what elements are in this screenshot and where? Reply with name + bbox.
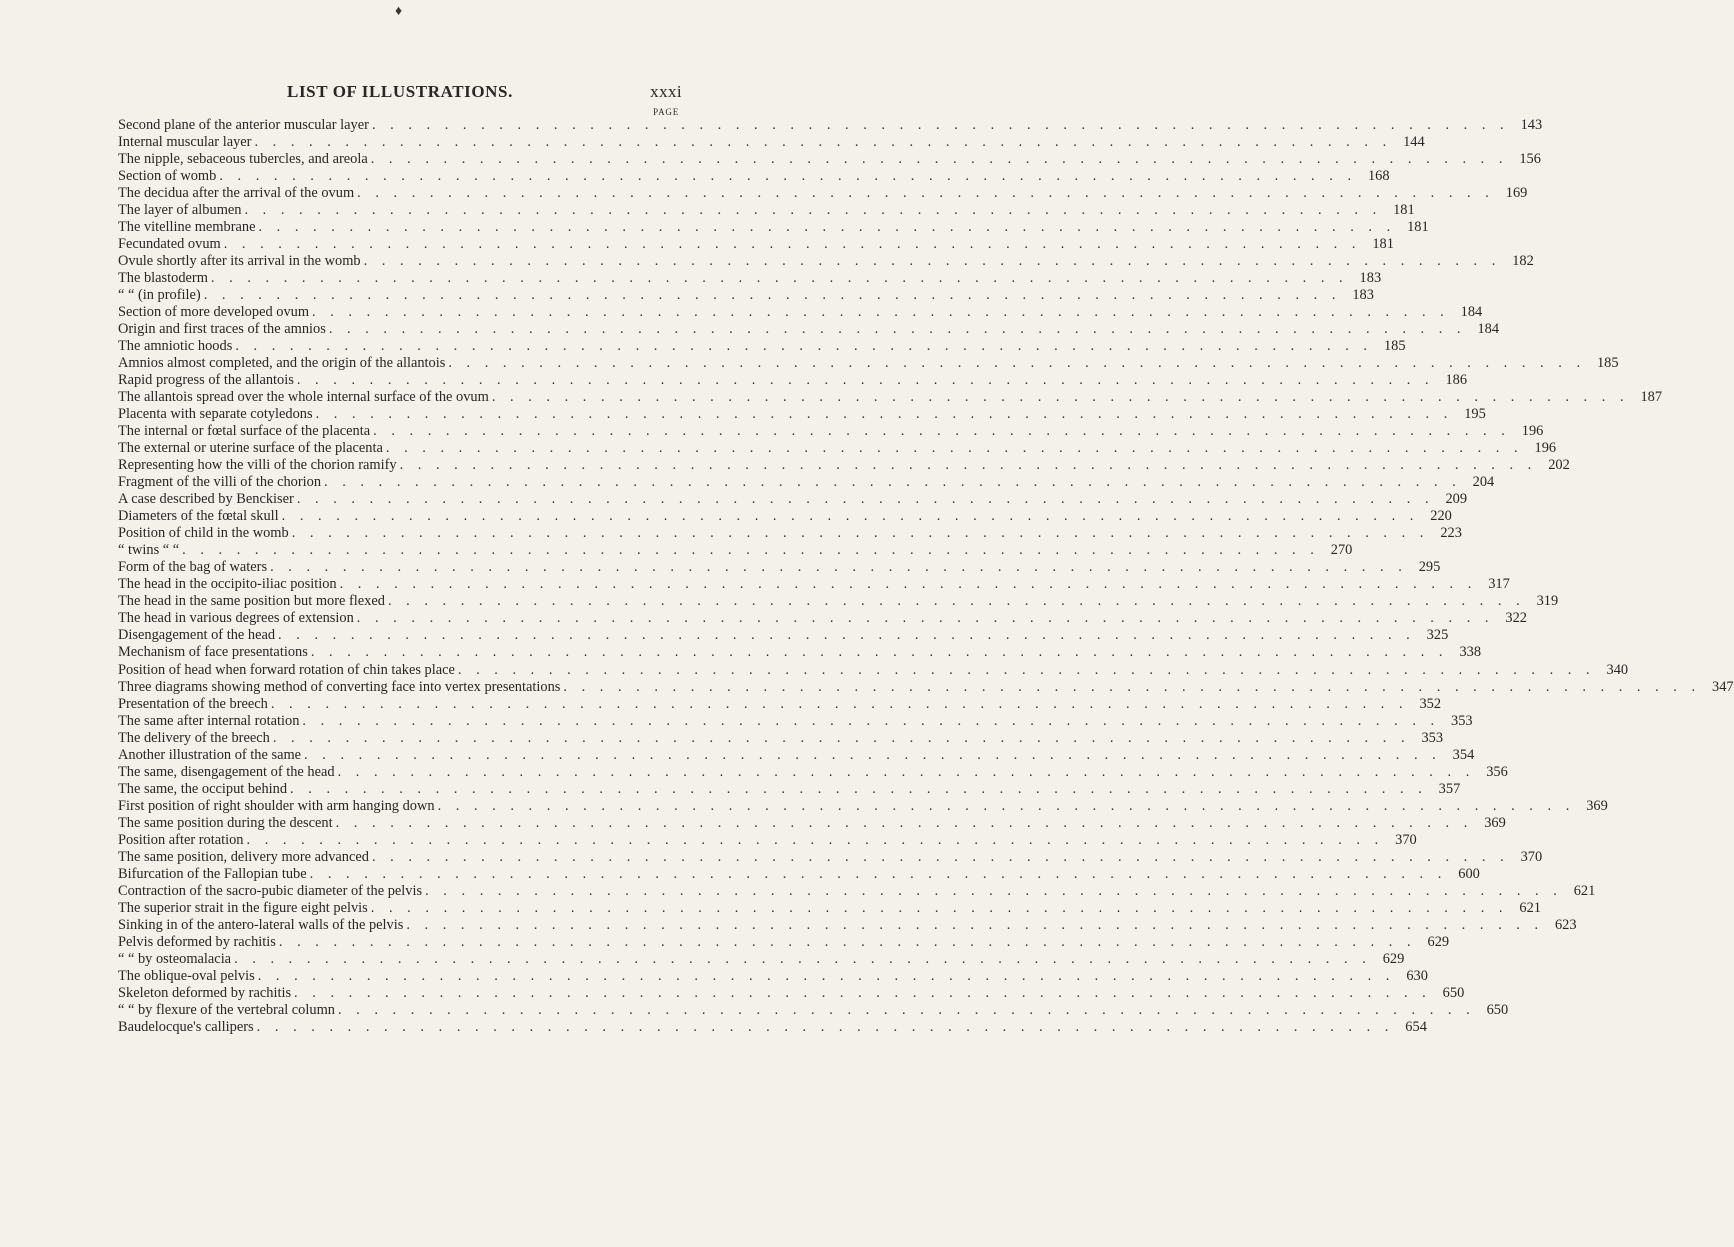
- page-column-label: PAGE: [653, 107, 679, 117]
- page-number: xxxi: [650, 82, 682, 101]
- entry-page: 650: [1486, 1001, 1509, 1018]
- entry-title: The same after internal rotation: [118, 712, 300, 729]
- dot-leader: . . . . . . . . . . . . . . . . . . . . . . . . . . . . . . . . . . . . . . . . . . . . . . . . . . . . . . . . . . . . . . .: [294, 984, 1432, 1001]
- dot-leader: . . . . . . . . . . . . . . . . . . . . . . . . . . . . . . . . . . . . . . . . . . . . . . . . . . . . . . . . . . . . . . .: [324, 474, 1462, 491]
- entry-title: Position of child in the womb: [118, 525, 289, 542]
- entry-title: The same, disengagement of the head: [118, 763, 335, 780]
- dot-leader: . . . . . . . . . . . . . . . . . . . . . . . . . . . . . . . . . . . . . . . . . . . . . . . . . . . . . . . . . . . . . . .: [425, 882, 1563, 899]
- entry-title: “ “ by flexure of the vertebral column: [118, 1001, 335, 1018]
- entry-page: 182: [1512, 253, 1534, 270]
- entry-page: 168: [1367, 168, 1390, 185]
- entry-page: 181: [1393, 202, 1415, 219]
- illustrations-list: [118, 117, 1734, 1036]
- dot-leader: . . . . . . . . . . . . . . . . . . . . . . . . . . . . . . . . . . . . . . . . . . . . . . . . . . . . . . . . . . . . . . .: [270, 695, 1409, 712]
- list-item: [118, 831, 1417, 849]
- entry-title: Second plane of the anterior muscular layer: [118, 117, 369, 133]
- entry-page: 623: [1554, 916, 1577, 933]
- dot-leader: . . . . . . . . . . . . . . . . . . . . . . . . . . . . . . . . . . . . . . . . . . . . . . . . . . . . . . . . . . . . . . .: [302, 712, 1440, 729]
- entry-page: 169: [1505, 185, 1528, 202]
- page-header: [0, 82, 800, 106]
- list-item: [118, 525, 1462, 542]
- dot-leader: . . . . . . . . . . . . . . . . . . . . . . . . . . . . . . . . . . . . . . . . . . . . . . . . . . . . . . . . . . . . . . .: [356, 610, 1494, 627]
- list-item: [118, 151, 1541, 168]
- dot-leader: . . . . . . . . . . . . . . . . . . . . . . . . . . . . . . . . . . . . . . . . . . . . . . . . . . . . . . . . . . . . . . .: [281, 508, 1419, 525]
- entry-title: First position of right shoulder with arm hanging down: [118, 797, 435, 814]
- entry-page: 270: [1330, 542, 1353, 559]
- entry-title: A case described by Benckiser: [118, 491, 294, 508]
- entry-title: The head in the occipito-iliac position: [118, 576, 337, 593]
- dot-leader: . . . . . . . . . . . . . . . . . . . . . . . . . . . . . . . . . . . . . . . . . . . . . . . . . . . . . . . . . . . . . . .: [258, 219, 1396, 236]
- entry-title: Section of womb: [118, 168, 217, 185]
- dot-leader: . . . . . . . . . . . . . . . . . . . . . . . . . . . . . . . . . . . . . . . . . . . . . . . . . . . . . . . . . . . . . . .: [337, 1001, 1476, 1018]
- list-item: [118, 253, 1534, 270]
- entry-page: 184: [1460, 304, 1483, 321]
- entry-page: 338: [1459, 644, 1482, 661]
- dot-leader: . . . . . . . . . . . . . . . . . . . . . . . . . . . . . . . . . . . . . . . . . . . . . . . . . . . . . . . . . . . . . . .: [270, 559, 1408, 576]
- entry-title: Disengagement of the head: [118, 627, 276, 644]
- list-item: [118, 933, 1450, 951]
- list-item: [118, 355, 1619, 372]
- entry-page: 630: [1406, 967, 1428, 984]
- entry-page: 317: [1488, 576, 1510, 593]
- entry-page: 357: [1438, 780, 1461, 797]
- list-item: [118, 950, 1405, 968]
- entry-title: The nipple, sebaceous tubercles, and areola: [118, 151, 368, 168]
- list-item: [118, 559, 1441, 576]
- dot-leader: . . . . . . . . . . . . . . . . . . . . . . . . . . . . . . . . . . . . . . . . . . . . . . . . . . . . . . . . . . . . . . .: [563, 678, 1701, 695]
- dot-leader: . . . . . . . . . . . . . . . . . . . . . . . . . . . . . . . . . . . . . . . . . . . . . . . . . . . . . . . . . . . . . . .: [371, 117, 1510, 133]
- dot-leader: . . . . . . . . . . . . . . . . . . . . . . . . . . . . . . . . . . . . . . . . . . . . . . . . . . . . . . . . . . . . . . .: [257, 967, 1395, 984]
- list-item: [118, 899, 1541, 917]
- entry-page: 181: [1372, 236, 1394, 253]
- list-item: [118, 746, 1475, 764]
- list-item: [118, 729, 1444, 747]
- dot-leader: . . . . . . . . . . . . . . . . . . . . . . . . . . . . . . . . . . . . . . . . . . . . . . . . . . . . . . . . . . . . . . .: [437, 797, 1575, 814]
- list-item: [118, 389, 1663, 406]
- entry-page: 196: [1521, 423, 1544, 440]
- dot-leader: . . . . . . . . . . . . . . . . . . . . . . . . . . . . . . . . . . . . . . . . . . . . . . . . . . . . . . . . . . . . . . .: [290, 780, 1428, 797]
- list-item: [118, 440, 1557, 457]
- entry-title: The oblique-oval pelvis: [118, 967, 255, 984]
- list-item: [118, 780, 1461, 798]
- entry-page: 156: [1519, 151, 1541, 168]
- dot-leader: . . . . . . . . . . . . . . . . . . . . . . . . . . . . . . . . . . . . . . . . . . . . . . . . . . . . . . . . . . . . . . .: [234, 950, 1372, 967]
- entry-title: Fragment of the villi of the chorion: [118, 474, 322, 491]
- entry-title: Pelvis deformed by rachitis: [118, 933, 276, 950]
- dot-leader: . . . . . . . . . . . . . . . . . . . . . . . . . . . . . . . . . . . . . . . . . . . . . . . . . . . . . . . . . . . . . . .: [291, 525, 1429, 542]
- entry-title: Bifurcation of the Fallopian tube: [118, 865, 307, 882]
- entry-page: 322: [1505, 610, 1527, 627]
- entry-title: Amnios almost completed, and the origin of the allantois: [118, 355, 446, 372]
- entry-page: 185: [1596, 355, 1619, 372]
- entry-title: Presentation of the breech: [118, 695, 268, 712]
- entry-page: 347: [1712, 678, 1734, 695]
- entry-page: 650: [1442, 984, 1465, 1001]
- entry-title: The amniotic hoods: [118, 338, 233, 355]
- entry-title: The same position during the descent: [118, 814, 333, 831]
- dot-leader: . . . . . . . . . . . . . . . . . . . . . . . . . . . . . . . . . . . . . . . . . . . . . . . . . . . . . . . . . . . . . . .: [246, 831, 1384, 848]
- entry-title: The same position, delivery more advanced: [118, 848, 369, 865]
- list-item: [118, 474, 1495, 491]
- dot-leader: . . . . . . . . . . . . . . . . . . . . . . . . . . . . . . . . . . . . . . . . . . . . . . . . . . . . . . . . . . . . . . .: [370, 151, 1508, 168]
- entry-title: Ovule shortly after its arrival in the womb: [118, 253, 361, 270]
- dot-leader: . . . . . . . . . . . . . . . . . . . . . . . . . . . . . . . . . . . . . . . . . . . . . . . . . . . . . . . . . . . . . . .: [309, 865, 1447, 882]
- entry-page: 621: [1573, 882, 1596, 899]
- page-title: LIST OF ILLUSTRATIONS.: [287, 82, 513, 101]
- dot-leader: . . . . . . . . . . . . . . . . . . . . . . . . . . . . . . . . . . . . . . . . . . . . . . . . . . . . . . . . . . . . . . .: [296, 491, 1435, 508]
- entry-page: 352: [1419, 695, 1442, 712]
- list-item: [118, 185, 1528, 202]
- dot-leader: . . . . . . . . . . . . . . . . . . . . . . . . . . . . . . . . . . . . . . . . . . . . . . . . . . . . . . . . . . . . . . .: [337, 763, 1475, 780]
- dot-leader: . . . . . . . . . . . . . . . . . . . . . . . . . . . . . . . . . . . . . . . . . . . . . . . . . . . . . . . . . . . . . . .: [328, 321, 1467, 338]
- entry-title: “ twins “ “: [118, 542, 180, 559]
- dot-leader: . . . . . . . . . . . . . . . . . . . . . . . . . . . . . . . . . . . . . . . . . . . . . . . . . . . . . . . . . . . . . . .: [387, 593, 1526, 610]
- dot-leader: . . . . . . . . . . . . . . . . . . . . . . . . . . . . . . . . . . . . . . . . . . . . . . . . . . . . . . . . . . . . . . .: [272, 729, 1411, 746]
- entry-title: “ “ by osteomalacia: [118, 950, 232, 967]
- entry-title: Placenta with separate cotyledons: [118, 406, 313, 423]
- entry-page: 325: [1426, 627, 1449, 644]
- entry-title: The decidua after the arrival of the ovum: [118, 185, 355, 202]
- entry-title: Sinking in of the antero-lateral walls of the pelvis: [118, 916, 404, 933]
- entry-title: The head in the same position but more flexed: [118, 593, 385, 610]
- list-item: [118, 406, 1486, 423]
- list-item: [118, 678, 1734, 696]
- list-item: [118, 542, 1353, 559]
- dot-leader: . . . . . . . . . . . . . . . . . . . . . . . . . . . . . . . . . . . . . . . . . . . . . . . . . . . . . . . . . . . . . . .: [339, 576, 1477, 593]
- list-item: [118, 984, 1465, 1002]
- entry-page: 319: [1536, 593, 1559, 610]
- entry-page: 186: [1445, 372, 1468, 389]
- dot-leader: . . . . . . . . . . . . . . . . . . . . . . . . . . . . . . . . . . . . . . . . . . . . . . . . . . . . . . . . . . . . . . .: [491, 389, 1630, 406]
- dot-leader: . . . . . . . . . . . . . . . . . . . . . . . . . . . . . . . . . . . . . . . . . . . . . . . . . . . . . . . . . . . . . . .: [371, 848, 1510, 865]
- entry-title: Position of head when forward rotation of chin takes place: [118, 661, 455, 678]
- entry-title: Origin and first traces of the amnios: [118, 321, 326, 338]
- dot-leader: . . . . . . . . . . . . . . . . . . . . . . . . . . . . . . . . . . . . . . . . . . . . . . . . . . . . . . . . . . . . . . .: [223, 236, 1361, 253]
- list-item: [118, 508, 1452, 525]
- entry-page: 295: [1418, 559, 1441, 576]
- dot-leader: . . . . . . . . . . . . . . . . . . . . . . . . . . . . . . . . . . . . . . . . . . . . . . . . . . . . . . . . . . . . . . .: [244, 202, 1382, 219]
- entry-title: “ “ (in profile): [118, 287, 201, 304]
- list-item: [118, 1001, 1509, 1019]
- list-item: [118, 593, 1559, 610]
- entry-page: 600: [1458, 865, 1480, 882]
- entry-page: 353: [1451, 712, 1473, 729]
- dot-leader: . . . . . . . . . . . . . . . . . . . . . . . . . . . . . . . . . . . . . . . . . . . . . . . . . . . . . . . . . . . . . . .: [304, 746, 1442, 763]
- dot-leader: . . . . . . . . . . . . . . . . . . . . . . . . . . . . . . . . . . . . . . . . . . . . . . . . . . . . . . . . . . . . . . .: [203, 287, 1341, 304]
- entry-page: 629: [1382, 950, 1405, 967]
- list-item: [118, 848, 1543, 866]
- list-item: [118, 695, 1442, 713]
- entry-page: 353: [1421, 729, 1444, 746]
- entry-page: 370: [1520, 848, 1543, 865]
- entry-title: The internal or fœtal surface of the placenta: [118, 423, 371, 440]
- entry-title: Three diagrams showing method of converting face into vertex presentations: [118, 678, 561, 695]
- entry-title: The same, the occiput behind: [118, 780, 288, 797]
- entry-title: The allantois spread over the whole internal surface of the ovum: [118, 389, 489, 406]
- list-item: [118, 270, 1382, 287]
- list-item: [118, 916, 1577, 934]
- list-item: [118, 967, 1428, 985]
- entry-title: Internal muscular layer: [118, 134, 252, 151]
- entry-title: Baudelocque's callipers: [118, 1018, 254, 1035]
- entry-title: Form of the bag of waters: [118, 559, 268, 576]
- entry-page: 354: [1452, 746, 1475, 763]
- entry-page: 202: [1548, 457, 1570, 474]
- entry-title: The delivery of the breech: [118, 729, 270, 746]
- entry-page: 144: [1403, 134, 1425, 151]
- list-item: [118, 321, 1500, 338]
- dot-leader: . . . . . . . . . . . . . . . . . . . . . . . . . . . . . . . . . . . . . . . . . . . . . . . . . . . . . . . . . . . . . . .: [182, 542, 1320, 559]
- ornament-mark: ♦: [395, 4, 403, 19]
- list-item: [118, 287, 1374, 304]
- entry-page: 209: [1445, 491, 1468, 508]
- dot-leader: . . . . . . . . . . . . . . . . . . . . . . . . . . . . . . . . . . . . . . . . . . . . . . . . . . . . . . . . . . . . . . .: [278, 627, 1416, 644]
- list-item: [118, 202, 1415, 219]
- list-item: [118, 1018, 1427, 1036]
- list-item: [118, 236, 1394, 253]
- dot-leader: . . . . . . . . . . . . . . . . . . . . . . . . . . . . . . . . . . . . . . . . . . . . . . . . . . . . . . . . . . . . . . .: [448, 355, 1586, 372]
- entry-page: 196: [1534, 440, 1557, 457]
- dot-leader: . . . . . . . . . . . . . . . . . . . . . . . . . . . . . . . . . . . . . . . . . . . . . . . . . . . . . . . . . . . . . . .: [235, 338, 1373, 355]
- dot-leader: . . . . . . . . . . . . . . . . . . . . . . . . . . . . . . . . . . . . . . . . . . . . . . . . . . . . . . . . . . . . . . .: [312, 304, 1450, 321]
- dot-leader: . . . . . . . . . . . . . . . . . . . . . . . . . . . . . . . . . . . . . . . . . . . . . . . . . . . . . . . . . . . . . . .: [256, 1018, 1394, 1035]
- entry-title: The head in various degrees of extension: [118, 610, 354, 627]
- list-item: [118, 168, 1390, 185]
- dot-leader: . . . . . . . . . . . . . . . . . . . . . . . . . . . . . . . . . . . . . . . . . . . . . . . . . . . . . . . . . . . . . . .: [296, 372, 1435, 389]
- entry-title: The layer of albumen: [118, 202, 242, 219]
- list-item: [118, 627, 1449, 644]
- list-item: [118, 423, 1544, 440]
- dot-leader: . . . . . . . . . . . . . . . . . . . . . . . . . . . . . . . . . . . . . . . . . . . . . . . . . . . . . . . . . . . . . . .: [357, 185, 1495, 202]
- entry-page: 183: [1359, 270, 1382, 287]
- dot-leader: . . . . . . . . . . . . . . . . . . . . . . . . . . . . . . . . . . . . . . . . . . . . . . . . . . . . . . . . . . . . . . .: [315, 406, 1453, 423]
- list-item: [118, 865, 1480, 883]
- dot-leader: . . . . . . . . . . . . . . . . . . . . . . . . . . . . . . . . . . . . . . . . . . . . . . . . . . . . . . . . . . . . . . .: [210, 270, 1349, 287]
- entry-title: Rapid progress of the allantois: [118, 372, 294, 389]
- entry-title: The superior strait in the figure eight pelvis: [118, 899, 368, 916]
- list-item: [118, 117, 1543, 134]
- entry-title: The vitelline membrane: [118, 219, 256, 236]
- list-item: [118, 576, 1510, 593]
- entry-page: 369: [1484, 814, 1506, 831]
- list-item: [118, 304, 1483, 321]
- entry-page: 181: [1407, 219, 1429, 236]
- entry-title: Section of more developed ovum: [118, 304, 310, 321]
- entry-page: 195: [1464, 406, 1486, 423]
- entry-title: Fecundated ovum: [118, 236, 221, 253]
- entry-page: 356: [1486, 763, 1508, 780]
- list-item: [118, 763, 1508, 781]
- entry-page: 621: [1519, 899, 1541, 916]
- entry-page: 220: [1430, 508, 1452, 525]
- list-item: [118, 797, 1608, 815]
- dot-leader: . . . . . . . . . . . . . . . . . . . . . . . . . . . . . . . . . . . . . . . . . . . . . . . . . . . . . . . . . . . . . . .: [457, 661, 1596, 678]
- entry-title: Position after rotation: [118, 831, 244, 848]
- list-item: [118, 457, 1570, 474]
- entry-title: The external or uterine surface of the placenta: [118, 440, 383, 457]
- list-item: [118, 712, 1473, 730]
- dot-leader: . . . . . . . . . . . . . . . . . . . . . . . . . . . . . . . . . . . . . . . . . . . . . . . . . . . . . . . . . . . . . . .: [370, 899, 1508, 916]
- entry-title: Contraction of the sacro-pubic diameter of the pelvis: [118, 882, 423, 899]
- entry-page: 187: [1640, 389, 1663, 406]
- list-item: [118, 814, 1506, 832]
- entry-page: 143: [1520, 117, 1543, 133]
- entry-title: The blastoderm: [118, 270, 208, 287]
- entry-page: 654: [1405, 1018, 1427, 1035]
- list-item: [118, 219, 1429, 236]
- dot-leader: . . . . . . . . . . . . . . . . . . . . . . . . . . . . . . . . . . . . . . . . . . . . . . . . . . . . . . . . . . . . . . .: [406, 916, 1544, 933]
- list-item: [118, 491, 1468, 508]
- dot-leader: . . . . . . . . . . . . . . . . . . . . . . . . . . . . . . . . . . . . . . . . . . . . . . . . . . . . . . . . . . . . . . .: [335, 814, 1473, 831]
- dot-leader: . . . . . . . . . . . . . . . . . . . . . . . . . . . . . . . . . . . . . . . . . . . . . . . . . . . . . . . . . . . . . . .: [373, 423, 1511, 440]
- list-item: [118, 610, 1527, 627]
- list-item: [118, 644, 1482, 661]
- dot-leader: . . . . . . . . . . . . . . . . . . . . . . . . . . . . . . . . . . . . . . . . . . . . . . . . . . . . . . . . . . . . . . .: [385, 440, 1524, 457]
- list-item: [118, 372, 1468, 389]
- dot-leader: . . . . . . . . . . . . . . . . . . . . . . . . . . . . . . . . . . . . . . . . . . . . . . . . . . . . . . . . . . . . . . .: [254, 134, 1392, 151]
- entry-title: Representing how the villi of the chorion ramify: [118, 457, 397, 474]
- dot-leader: . . . . . . . . . . . . . . . . . . . . . . . . . . . . . . . . . . . . . . . . . . . . . . . . . . . . . . . . . . . . . . .: [363, 253, 1501, 270]
- entry-page: 370: [1395, 831, 1417, 848]
- entry-page: 185: [1383, 338, 1406, 355]
- entry-page: 223: [1440, 525, 1462, 542]
- entry-title: Another illustration of the same: [118, 746, 302, 763]
- dot-leader: . . . . . . . . . . . . . . . . . . . . . . . . . . . . . . . . . . . . . . . . . . . . . . . . . . . . . . . . . . . . . . .: [219, 168, 1357, 185]
- entry-title: Skeleton deformed by rachitis: [118, 984, 292, 1001]
- entry-title: Diameters of the fœtal skull: [118, 508, 279, 525]
- list-item: [118, 882, 1596, 900]
- list-item: [118, 661, 1629, 679]
- entry-page: 183: [1352, 287, 1374, 304]
- dot-leader: . . . . . . . . . . . . . . . . . . . . . . . . . . . . . . . . . . . . . . . . . . . . . . . . . . . . . . . . . . . . . . .: [278, 933, 1417, 950]
- entry-page: 369: [1586, 797, 1608, 814]
- entry-page: 184: [1477, 321, 1500, 338]
- entry-page: 204: [1472, 474, 1495, 491]
- list-item: [118, 338, 1406, 355]
- entry-page: 629: [1427, 933, 1450, 950]
- entry-title: Mechanism of face presentations: [118, 644, 308, 661]
- list-item: [118, 134, 1425, 151]
- entry-page: 340: [1606, 661, 1629, 678]
- dot-leader: . . . . . . . . . . . . . . . . . . . . . . . . . . . . . . . . . . . . . . . . . . . . . . . . . . . . . . . . . . . . . . .: [310, 644, 1449, 661]
- dot-leader: . . . . . . . . . . . . . . . . . . . . . . . . . . . . . . . . . . . . . . . . . . . . . . . . . . . . . . . . . . . . . . .: [399, 457, 1537, 474]
